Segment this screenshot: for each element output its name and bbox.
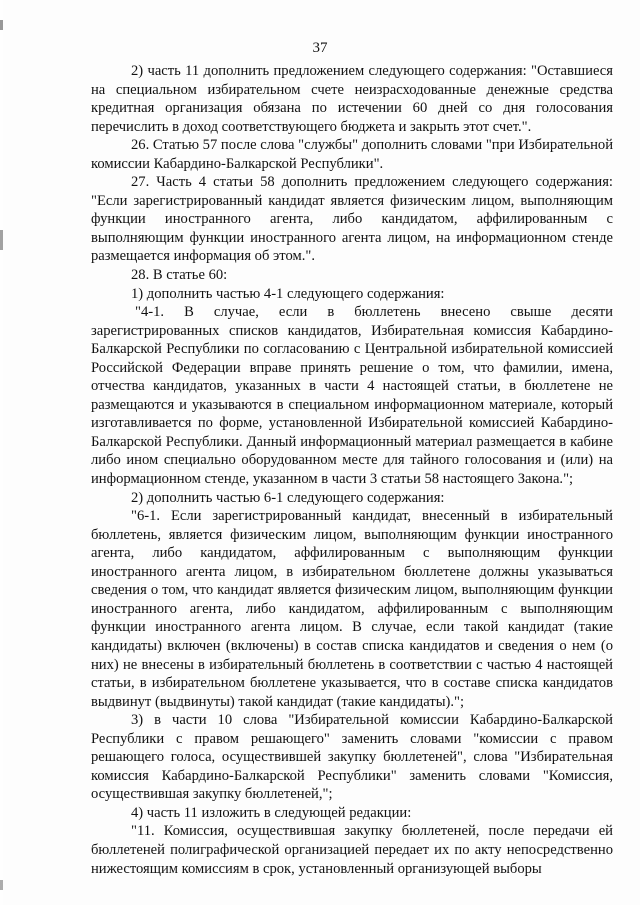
- scan-edge-artifact: [0, 0, 3, 905]
- paragraph: "11. Комиссия, осуществившая закупку бюллетеней, после передачи ей бюллетеней полиграфической организацией передает их по акту непосредственно нижестоящим комиссиям в срок, установленный организующей выборы: [91, 823, 613, 877]
- paragraph: 28. В статье 60:: [131, 267, 228, 284]
- paragraph: 4) часть 11 изложить в следующей редакции:: [131, 804, 412, 821]
- paragraph: "6-1. Если зарегистрированный кандидат, внесенный в избирательный бюллетень, является физическим лицом, выполняющим функции иностранного агента, либо кандидатом, аффилированным с выполняющим функции иностранного агента лицом, в избирательном бюллетене должны указываться сведения о том, что кандидат является физическим лицом, выполняющим функции иностранного агента, либо кандидатом, аффилированным с выполняющим функции иностранного агента лицом. В случае, если такой кандидат (такие кандидаты) включен (включены) в состав списка кандидатов и сведения о нем (о них) не внесены в избирательный бюллетень в соответствии с частью 4 настоящей статьи, в избирательном бюллетене указывается, что в составе списка кандидатов выдвинут (выдвинуты) такой кандидат (такие кандидаты).";: [91, 508, 613, 710]
- paragraph: 27. Часть 4 статьи 58 дополнить предложением следующего содержания: "Если зарегистрированный кандидат является физическим лицом, выполняющим функции иностранного агента, либо кандидатом, аффилированным с выполняющим функции иностранного агента лицом, на информационном стенде размещается информация об этом.".: [91, 174, 613, 265]
- paragraph: "4-1. В случае, если в бюллетень внесено свыше десяти зарегистрированных списков кандидатов, Избирательная комиссия Кабардино-Балкарской Республики по согласованию с Центральной избирательной комиссией Российской Федерации вправе принять решение о том, что фамилии, имена, отчества кандидатов, указанных в части 4 настоящей статьи, в бюллетене не размещаются и указываются в специальном информационном материале, который изготавливается по форме, установленной Избирательной комиссией Кабардино-Балкарской Республики. Данный информационный материал размещается в кабине либо ином специально оборудованном месте для тайного голосования и (или) на информационном стенде, указанном в части 3 статьи 58 настоящего Закона.";: [91, 304, 613, 488]
- paragraph: 2) дополнить частью 6-1 следующего содержания:: [131, 489, 445, 506]
- paragraph: 2) часть 11 дополнить предложением следующего содержания: "Оставшиеся на специальном избирательном счете неизрасходованные денежные средства кредитная организация обязана по истечении 60 дней со дня голосования перечислить в доход соответствующего бюджета и закрыть этот счет.".: [91, 63, 613, 135]
- page-number: 37: [312, 40, 328, 56]
- document-body: [91, 62, 613, 878]
- paragraph: 26. Статью 57 после слова "службы" дополнить словами "при Избирательной комиссии Кабардино-Балкарской Республики".: [91, 137, 614, 172]
- paragraph: 3) в части 10 слова "Избирательной комиссии Кабардино-Балкарской Республики с правом решающего" заменить словами "комиссии с правом решающего голоса, осуществившей закупку бюллетеней", слова "Избирательная комиссия Кабардино-Балкарской Республики" заменить словами "Комиссия, осуществившая закупку бюллетеней,";: [91, 712, 613, 803]
- paragraph: 1) дополнить частью 4-1 следующего содержания:: [131, 285, 445, 302]
